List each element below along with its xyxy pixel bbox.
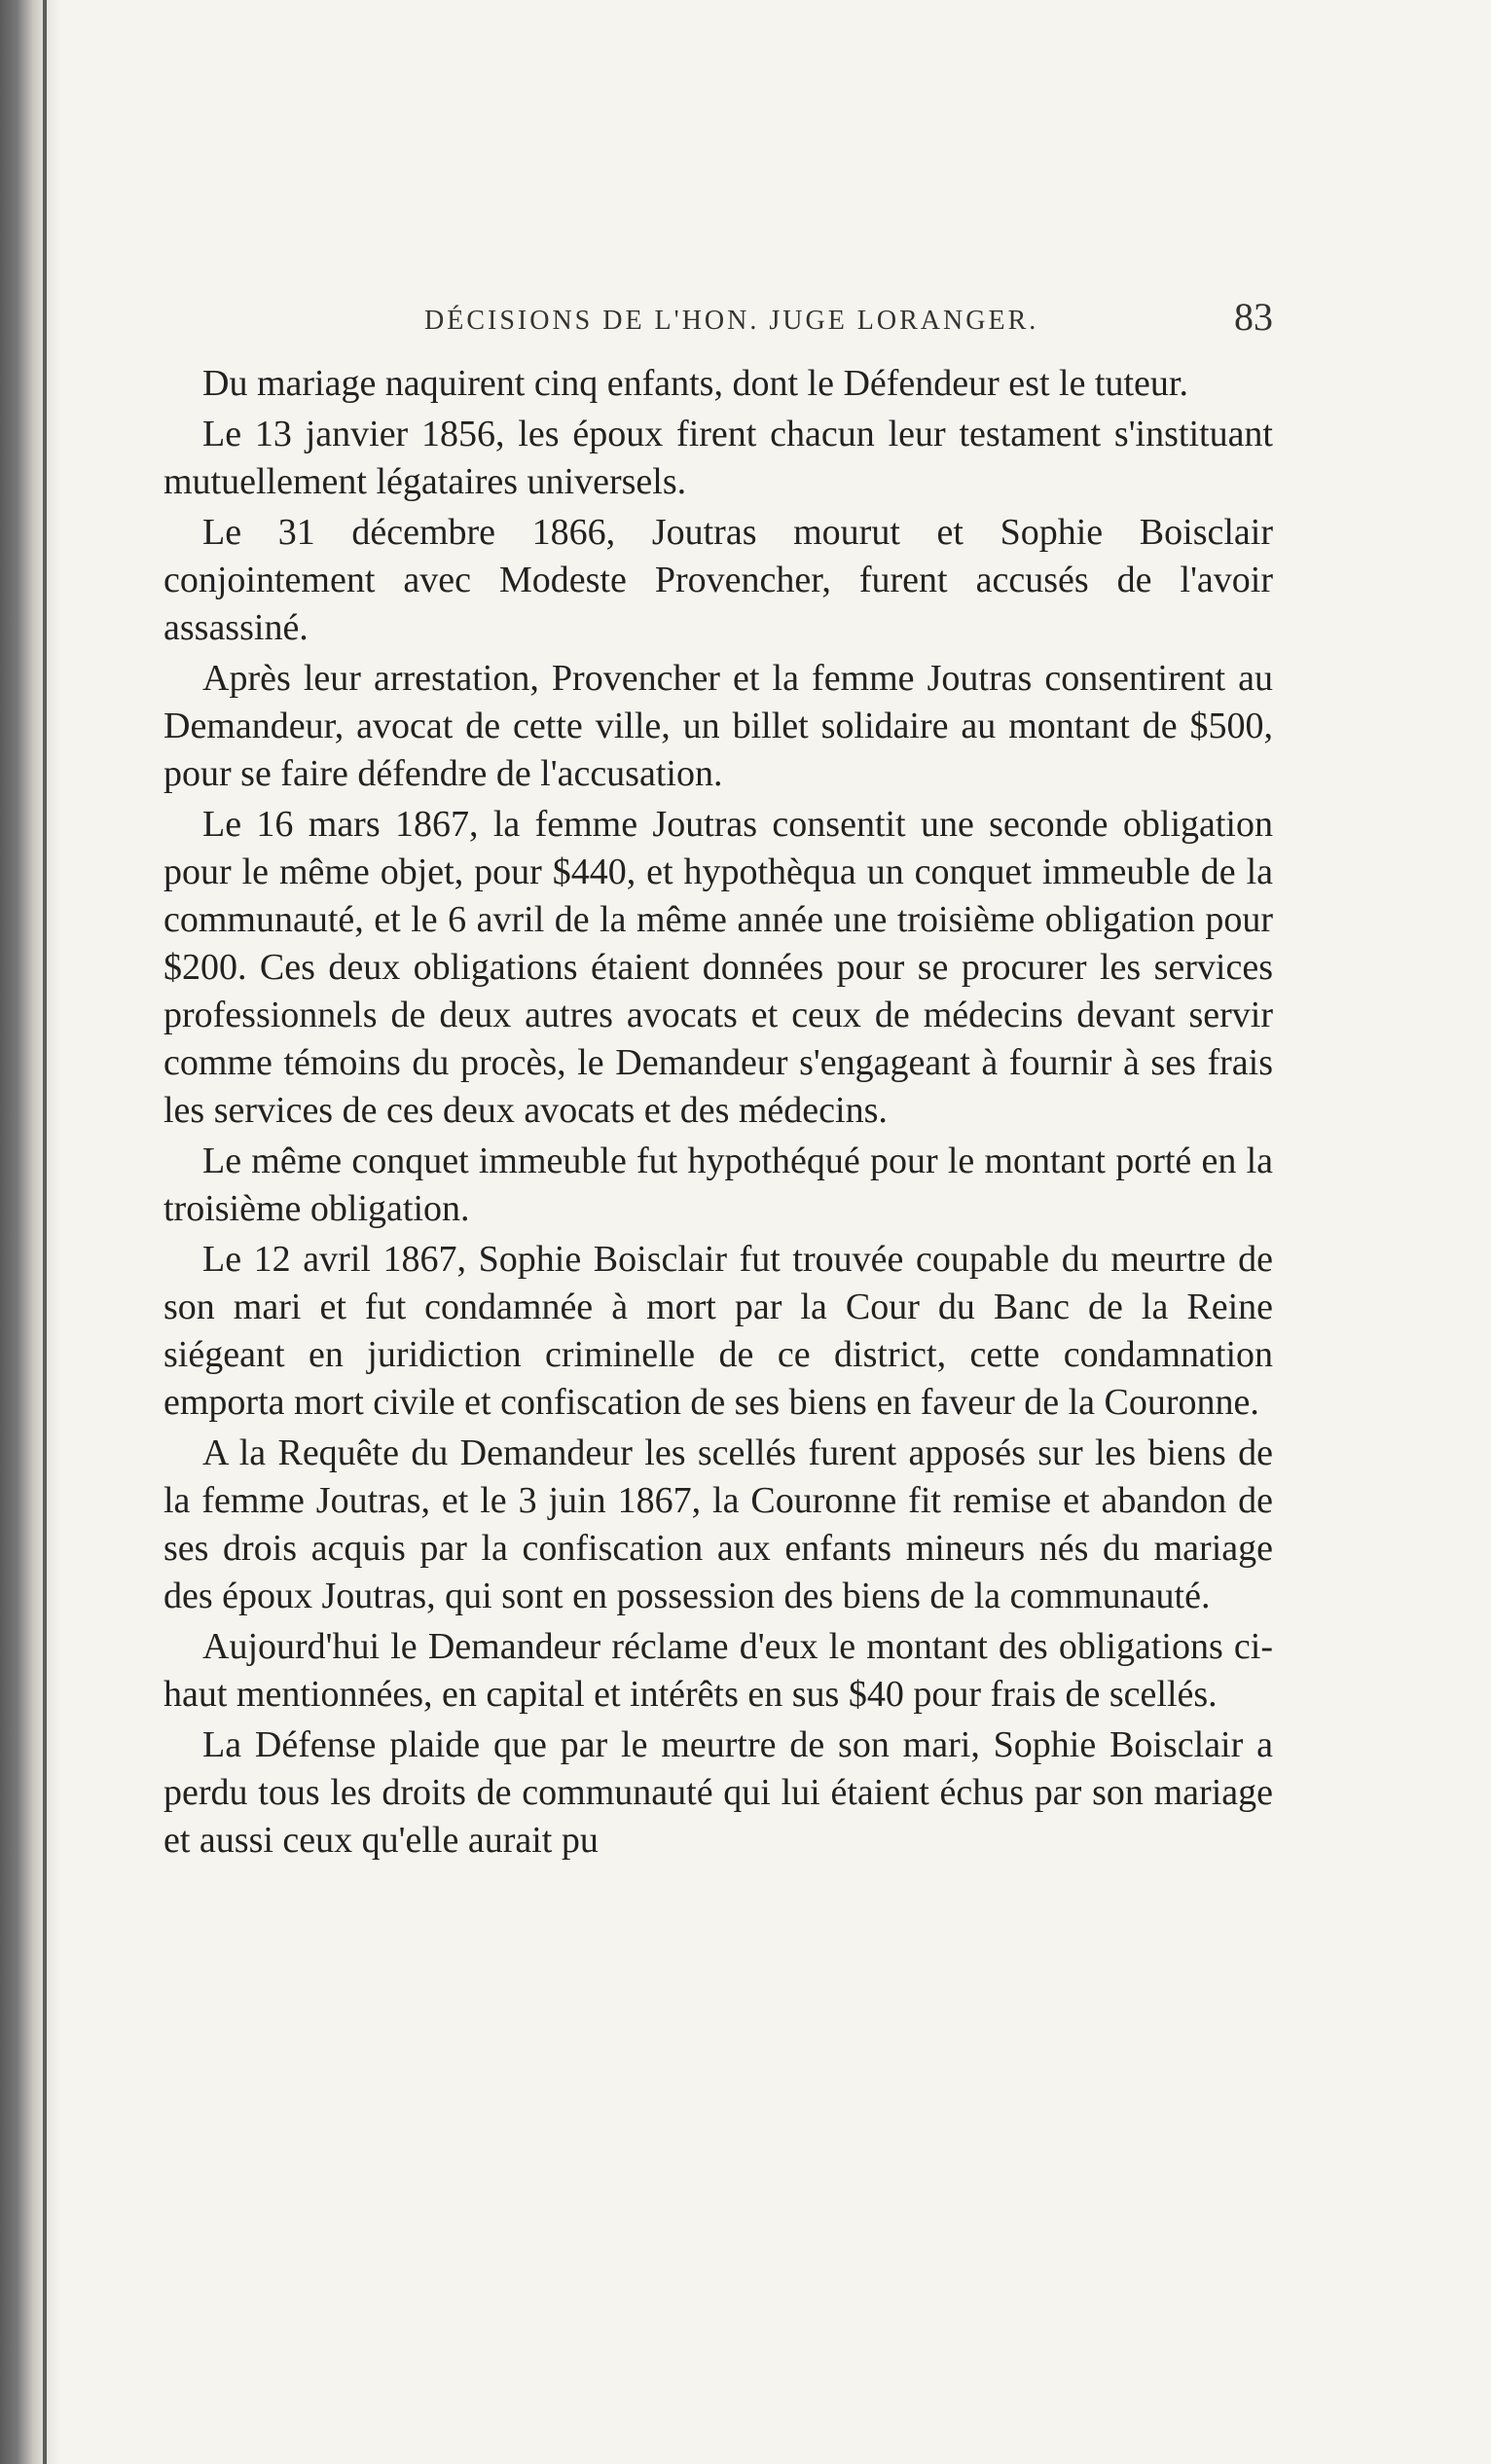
page-number: 83 (1234, 295, 1273, 339)
paragraph-2: Le 13 janvier 1856, les époux firent chacun leur testament s'instituant mutuellement légataires universels. (164, 414, 1273, 502)
paragraph-5: Le 16 mars 1867, la femme Joutras consentit une seconde obligation pour le même objet, pour $440, et hypothèqua un conquet immeuble de la communauté, et le 6 avril de la même année une troisième obligation pour $200. Ces deux obligations étaient données pour se procurer les services professionnels de deux autres avocats et ceux de médecins devant servir comme témoins du procès, le Demandeur s'engageant à fournir à ses frais les services de ces deux avocats et des médecins. (164, 804, 1273, 1131)
page-body (164, 360, 1273, 1865)
paragraph-6: Le même conquet immeuble fut hypothéqué pour le montant porté en la troisième obligation. (164, 1141, 1273, 1229)
paragraph-4: Après leur arrestation, Provencher et la femme Joutras consentirent au Demandeur, avocat de cette ville, un billet solidaire au montant de $500, pour se faire défendre de l'accusation. (164, 658, 1273, 794)
document-page (164, 294, 1273, 1867)
paragraph-3: Le 31 décembre 1866, Joutras mourut et Sophie Boisclair conjointement avec Modeste Provencher, furent accusés de l'avoir assassiné. (164, 512, 1273, 648)
page-binding-shadow (0, 0, 60, 2464)
paragraph-10: La Défense plaide que par le meurtre de son mari, Sophie Boisclair a perdu tous les droits de communauté qui lui étaient échus par son mariage et aussi ceux qu'elle aurait pu (164, 1724, 1273, 1861)
page-binding-edge (43, 0, 47, 2464)
paragraph-9: Aujourd'hui le Demandeur réclame d'eux le montant des obligations ci-haut mentionnées, en capital et intérêts en sus $40 pour frais de scellés. (164, 1626, 1273, 1715)
paragraph-8: A la Requête du Demandeur les scellés furent apposés sur les biens de la femme Joutras, et le 3 juin 1867, la Couronne fit remise et abandon de ses drois acquis par la confiscation aux enfants mineurs nés du mariage des époux Joutras, qui sont en possession des biens de la communauté. (164, 1432, 1273, 1616)
paragraph-1: Du mariage naquirent cinq enfants, dont le Défendeur est le tuteur. (202, 363, 1188, 404)
running-header (164, 294, 1273, 352)
running-title: DÉCISIONS DE L'HON. JUGE LORANGER. (424, 306, 1039, 336)
paragraph-7: Le 12 avril 1867, Sophie Boisclair fut trouvée coupable du meurtre de son mari et fut condamnée à mort par la Cour du Banc de la Reine siégeant en juridiction criminelle de ce district, cette condamnation emporta mort civile et confiscation de ses biens en faveur de la Couronne. (164, 1239, 1273, 1423)
